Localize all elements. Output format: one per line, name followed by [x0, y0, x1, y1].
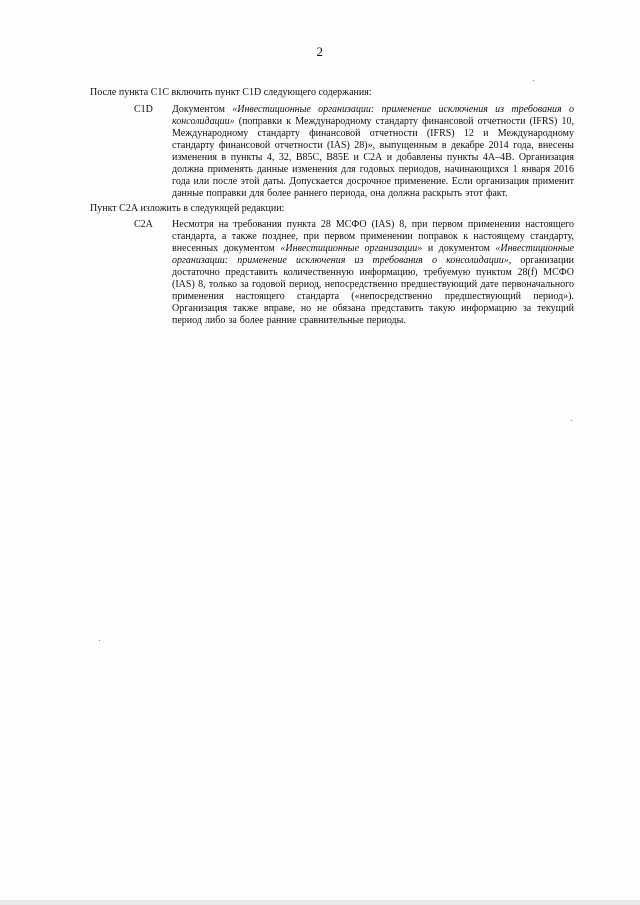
scan-edge [0, 900, 640, 905]
clause-text-lead: Несмотря на требования пункта 28 МСФО (IAS) 8, при первом применении настоящего стандарта, а также позднее, при первом применении поправок к настоящему стандарту, внесенных документом [172, 219, 574, 254]
page-number: 2 [316, 44, 324, 59]
clause-label: С2А [134, 219, 153, 230]
clause-text-lead: Документом [172, 104, 225, 115]
scan-speck [571, 420, 572, 421]
clause-text-connector: и документом [427, 243, 490, 254]
clause-text-body: , организации достаточно представить количественную информацию, требуемую пунктом 28(f) МСФО (IAS) 8, только за годовой период, непосредственно предшествующий дате первоначального применения настоящего стандарта («непосредственно предшествующий период»). Организация также вправе, но не обязана представить такую информацию за текущий период либо за более ранние сравнительные периоды. [172, 255, 575, 326]
document-title: «Инвестиционные организации: применение исключения из требования о консолидации» [172, 243, 574, 266]
clause-text-body: (поправки к Международному стандарту финансовой отчетности (IFRS) 10, Международному стандарту финансовой отчетности (IFRS) 12 и Международному стандарту финансовой отчетности (IAS) 28)», выпущенным в декабре 2014 года, внесены изменения в пункты 4, 32, В85С, В85Е и С2А и добавлены пункты 4А–4В. Организация должна применять данные изменения для годовых периодов, начинающихся 1 января 2016 года или после этой даты. Допускается досрочное применение. Если организация применит данные поправки для более раннего периода, она должна раскрыть этот факт. [172, 116, 574, 199]
clause-text [172, 219, 574, 327]
intro-instruction-1: После пункта С1С включить пункт С1D следующего содержания: [90, 87, 372, 98]
document-title: «Инвестиционные организации: применение исключения из требования о консолидации» [172, 104, 574, 127]
scan-speck [99, 640, 100, 641]
clause-text [172, 104, 574, 200]
clause-label: С1D [134, 104, 153, 115]
clause-c1d [134, 104, 574, 200]
document-title: «Инвестиционные организации» [280, 243, 423, 254]
clause-c2a [134, 219, 574, 327]
intro-instruction-2: Пункт С2А изложить в следующей редакции: [90, 203, 285, 214]
scan-speck [533, 80, 534, 81]
